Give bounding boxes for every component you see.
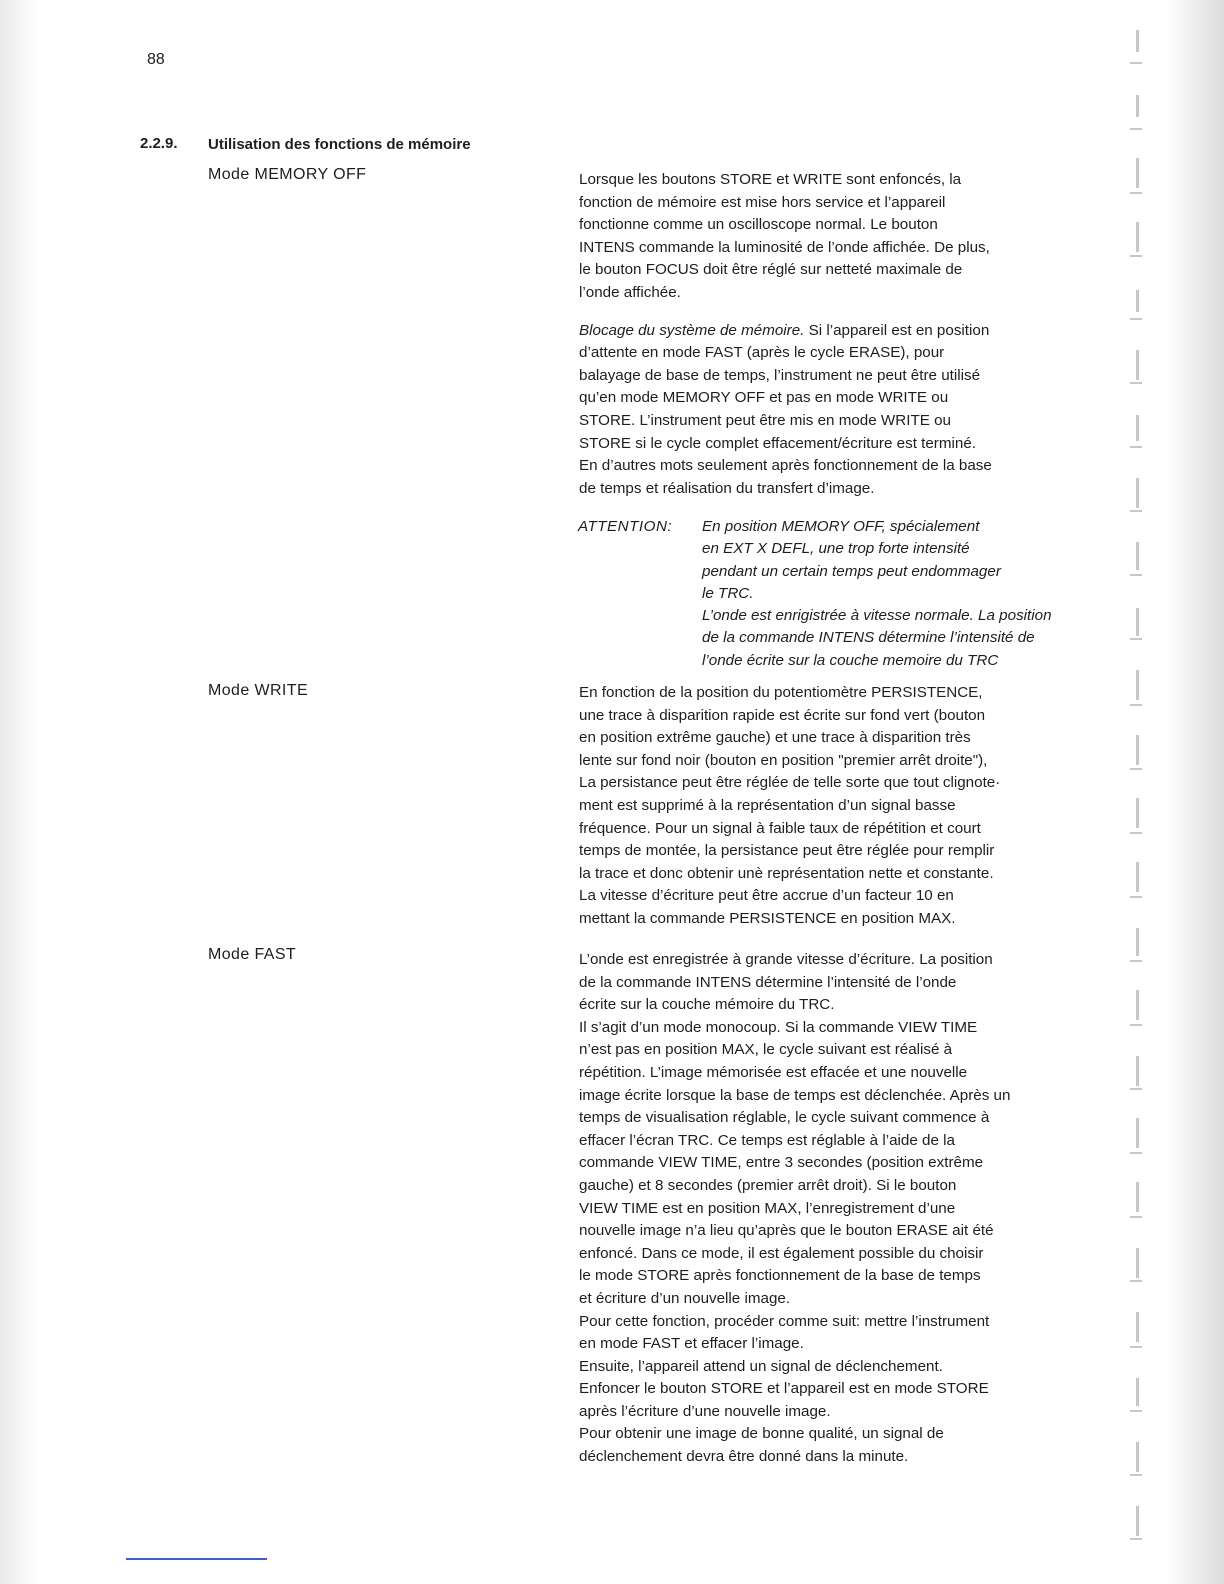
mode-fast-text: L’onde est enregistrée à grande vitesse d’écriture. La position de la commande INTENS détermine l’intensité de l’onde écrite sur la couche mémoire du TRC. Il s’agit d’un mode monocoup. Si la commande VIEW TIME n’est pas en position MAX, le cycle suivant est réalisé à répétition. L’image mémorisée est effacée et une nouvelle image écrite lorsque la base de temps est déclenchée. Après un temps de visualisation réglable, le cycle suivant commence à effacer l’écran TRC. Ce temps est réglable à l’aide de la commande VIEW TIME, entre 3 secondes (position extrême gauche) et 8 secondes (premier arrêt droit). Si le bouton VIEW TIME est en position MAX, l’enregistrement d’une nouvelle image n’a lieu qu’après que le bouton ERASE ait été enfoncé. Dans ce mode, il est également possible du choisir le mode STORE après fonctionnement de la base de temps et écriture d’un nouvelle image. Pour cette fonction, procéder comme suit: mettre l’instrument en mode FAST et effacer l’image. Ensuite, l’appareil attend un signal de déclenchement. Enfoncer le bouton STORE et l’appareil est en mode STORE après l’écriture d’une nouvelle image. Pour obtenir une image de bonne qualité, un signal de déclenchement devra être donné dans la minute.: [579, 951, 1011, 1466]
memory-lock-heading: Blocage du système de mémoire.: [579, 321, 805, 339]
mode-write-label: Mode WRITE: [208, 682, 309, 699]
section-title: Utilisation des fonctions de mémoire: [208, 136, 471, 153]
right-page-edge: [1166, 0, 1224, 1584]
memory-off-paragraph-2: Blocage du système de mémoire. Si l’appareil est en position d’attente en mode FAST (après le cycle ERASE), pour balayage de base de temps, l’instrument ne peut être utilisé qu’en mode MEMORY OFF et pas en mode WRITE ou STORE. L’instrument peut être mis en mode WRITE ou STORE si le cycle complet effacement/écriture est terminé. En d’autres mots seulement après fonctionnement de la base de temps et réalisation du transfert d’image.: [579, 321, 992, 497]
bottom-rule: [126, 1558, 267, 1560]
section-number: 2.2.9.: [140, 135, 178, 152]
page-number: 88: [147, 51, 165, 68]
attention-note: En position MEMORY OFF, spécialement en EXT X DEFL, une trop forte intensité pendant un certain temps peut endommager le TRC. L’onde est enrigistrée à vitesse normale. La position de la commande INTENS détermine l’intensité de l’onde écrite sur la couche memoire du TRC: [702, 518, 1052, 669]
mode-write-text: En fonction de la position du potentiomètre PERSISTENCE, une trace à disparition rapide est écrite sur fond vert (bouton en position extrême gauche) et une trace à disparition très lente sur fond noir (bouton en position "premier arrêt droite"), La persistance peut être réglée de telle sorte que tout clignote· ment est supprimé à la représentation d’un signal basse fréquence. Pour un signal à faible taux de répétition et court temps de montée, la persistance peut être réglée pour remplir la trace et donc obtenir unè représentation nette et constante. La vitesse d’écriture peut être accrue d’un facteur 10 en mettant la commande PERSISTENCE en position MAX.: [579, 684, 1001, 927]
mode-memory-off-text: [579, 169, 1079, 500]
mode-fast-label: Mode FAST: [208, 946, 297, 963]
binding-marks: [1128, 0, 1148, 1584]
left-page-shadow: [0, 0, 42, 1584]
memory-off-paragraph-1: Lorsque les boutons STORE et WRITE sont enfoncés, la fonction de mémoire est mise hors service et l’appareil fonctionne comme un oscilloscope normal. Le bouton INTENS commande la luminosité de l’onde affichée. De plus, le bouton FOCUS doit être réglé sur netteté maximale de l’onde affichée.: [579, 171, 990, 301]
mode-memory-off-label: Mode MEMORY OFF: [208, 166, 367, 183]
attention-label: ATTENTION:: [578, 518, 673, 535]
